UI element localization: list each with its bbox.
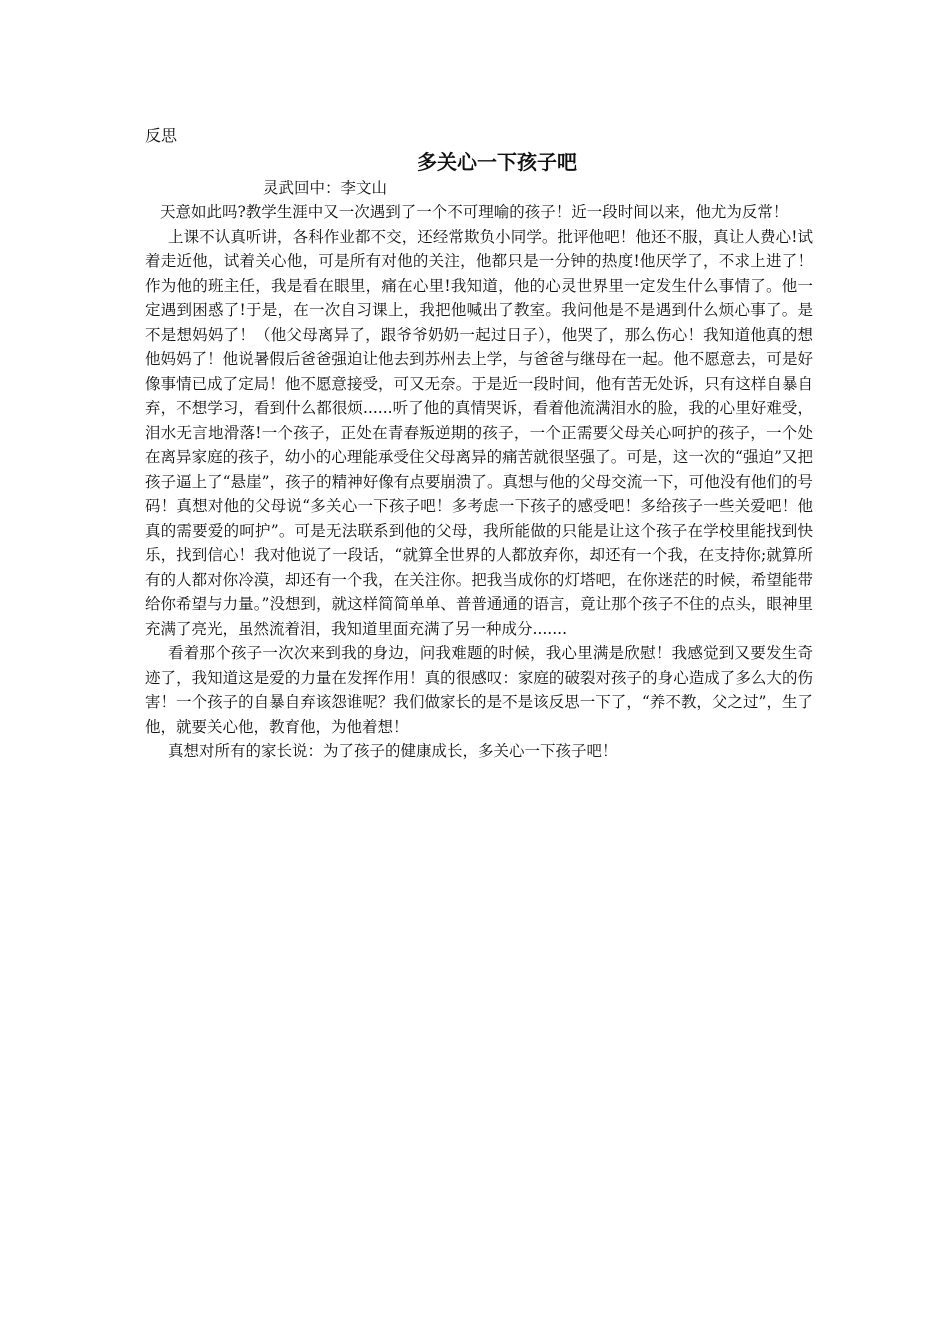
- document-body: [145, 124, 813, 764]
- paragraph-1: 天意如此吗?教学生涯中又一次遇到了一个不可理喻的孩子！近一段时间以来，他尤为反常！: [160, 203, 789, 221]
- section-label: 反思: [145, 126, 178, 145]
- paragraph-4: 真想对所有的家长说：为了孩子的健康成长，多关心一下孩子吧！: [168, 742, 618, 760]
- paragraph-2: 上课不认真听讲，各科作业都不交，还经常欺负小同学。批评他吧！他还不服，真让人费心!试着走近他，试着关心他，可是所有对他的关注，他都只是一分钟的热度!他厌学了，不求上进了！作为他的班主任，我是看在眼里，痛在心里!我知道，他的心灵世界里一定发生什么事情了。他一定遇到困惑了!于是，在一次自习课上，我把他喊出了教室。我问他是不是遇到什么烦心事了。是不是想妈妈了！（他父母离异了，跟爷爷奶奶一起过日子），他哭了，那么伤心！我知道他真的想他妈妈了！他说暑假后爸爸强迫让他去到苏州去上学，与爸爸与继母在一起。他不愿意去，可是好像事情已成了定局！他不愿意接受，可又无奈。于是近一段时间，他有苦无处诉，只有这样自暴自弃，不想学习，看到什么都很烦......听了他的真情哭诉，看着他流满泪水的脸，我的心里好难受，泪水无言地滑落!一个孩子，正处在青春叛逆期的孩子，一个正需要父母关心呵护的孩子，一个处在离异家庭的孩子，幼小的心理能承受住父母离异的痛苦就很坚强了。可是，这一次的“强迫”又把孩子逼上了“悬崖”，孩子的精神好像有点要崩溃了。真想与他的父母交流一下，可他没有他们的号码！真想对他的父母说“多关心一下孩子吧！多考虑一下孩子的感受吧！多给孩子一些关爱吧！他真的需要爱的呵护”。可是无法联系到他的父母，我所能做的只能是让这个孩子在学校里能找到快乐，找到信心！我对他说了一段话，“就算全世界的人都放弃你，却还有一个我，在支持你;就算所有的人都对你冷漠，却还有一个我，在关注你。把我当成你的灯塔吧，在你迷茫的时候，希望能带给你希望与力量。”没想到，就这样简简单单、普普通通的语言，竟让那个孩子不住的点头，眼神里充满了亮光，虽然流着泪，我知道里面充满了另一种成分.......: [145, 227, 813, 638]
- document-title: 多关心一下孩子吧: [417, 150, 577, 174]
- paragraph-3: 看着那个孩子一次次来到我的身边，问我难题的时候，我心里满是欣慰！我感觉到又要发生奇迹了，我知道这是爱的力量在发挥作用！真的很感叹：家庭的破裂对孩子的身心造成了多么大的伤害！一个孩子的自暴自弃该怨谁呢？我们做家长的是不是该反思一下了，“养不教，父之过”，生了他，就要关心他，教育他，为他着想！: [145, 644, 813, 736]
- author-line: 灵武回中：李文山: [263, 179, 388, 197]
